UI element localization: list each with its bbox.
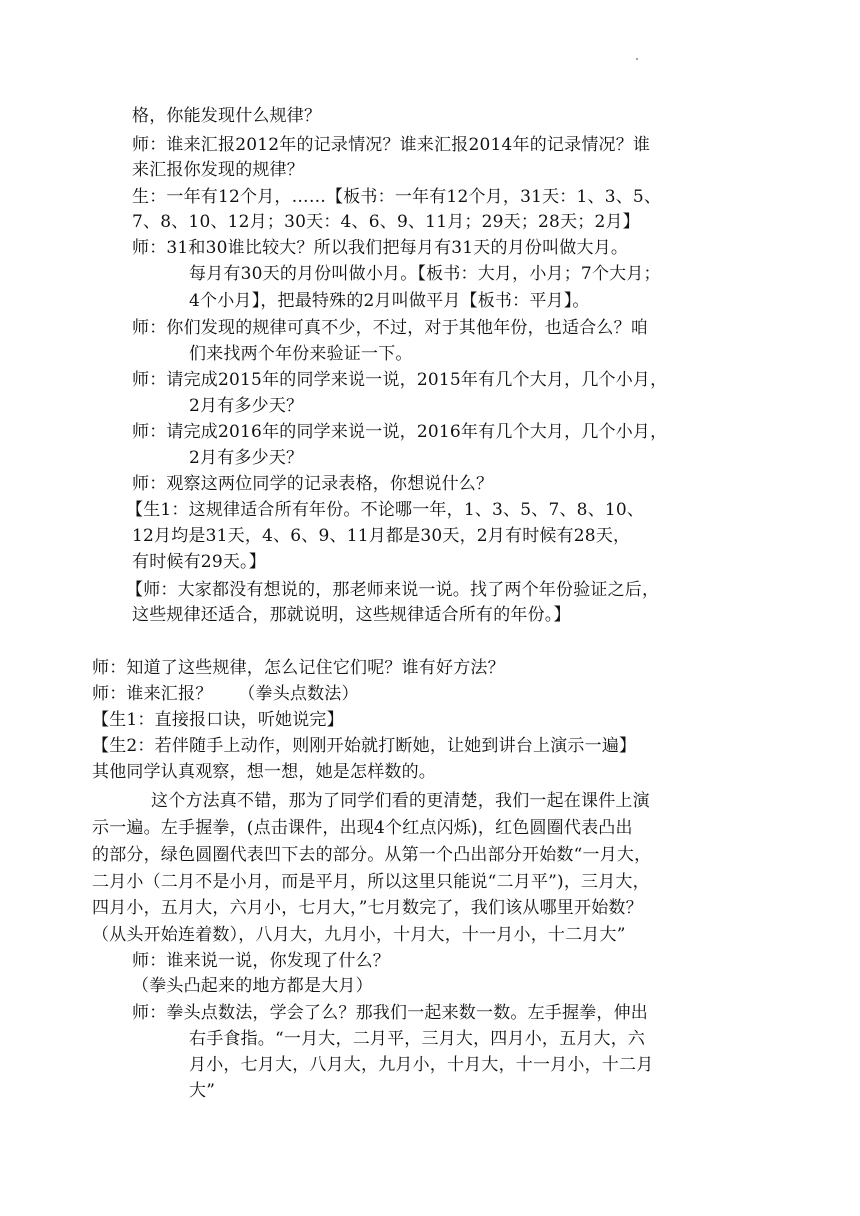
text-line: 7、8、10、12月；30天：4、6、9、11月；29天；28天；2月】 xyxy=(132,212,640,232)
text-line: 的部分，绿色圆圈代表凹下去的部分。从第一个凸出部分开始数“一月大， xyxy=(92,845,652,865)
text-line: 示一遍。左手握拳，(点击课件，出现4个红点闪烁)，红色圆圈代表凸出 xyxy=(92,818,633,838)
text-line: 四月小，五月大，六月小，七月大，”七月数完了，我们该从哪里开始数？ xyxy=(92,898,643,918)
text-line: 师：观察这两位同学的记录表格，你想说什么？ xyxy=(132,474,494,494)
text-line: 4个小月】，把最特殊的2月叫做平月【板书：平月】。 xyxy=(189,291,590,311)
text-line: 师：谁来汇报2012年的记录情况？谁来汇报2014年的记录情况？谁 xyxy=(132,135,651,155)
text-line: 【生2：若伴随手上动作，则刚开始就打断她，让她到讲台上演示一遍】 xyxy=(92,736,637,756)
text-line: 【生1：这规律适合所有年份。不论哪一年，1、3、5、7、8、10、 xyxy=(126,500,645,520)
text-line: 们来找两个年份来验证一下。 xyxy=(189,344,413,364)
text-line: 右手食指。“一月大，二月平，三月大，四月小，五月大，六 xyxy=(189,1029,646,1049)
text-line: 这些规律还适合，那就说明，这些规律适合所有的年份。】 xyxy=(132,605,571,625)
text-line: 师：你们发现的规律可真不少，不过，对于其他年份，也适合么？咱 xyxy=(132,318,648,338)
text-line: 师：拳头点数法，学会了么？那我们一起来数一数。左手握拳，伸出 xyxy=(132,1003,648,1023)
text-line: 二月小（二月不是小月，而是平月，所以这里只能说“二月平”)，三月大， xyxy=(92,872,650,892)
text-line: 师：知道了这些规律，怎么记住它们呢？谁有好方法？ xyxy=(92,658,505,678)
text-line: 大” xyxy=(189,1081,216,1101)
text-line: 师：请完成2015年的同学来说一说，2015年有几个大月，几个小月， xyxy=(132,370,668,390)
text-line: 12月均是31天，4、6、9、11月都是30天，2月有时候有28天， xyxy=(132,526,631,546)
text-line: 【师：大家都没有想说的，那老师来说一说。找了两个年份验证之后， xyxy=(126,580,660,600)
text-line: 师：谁来汇报？ （拳头点数法） xyxy=(92,684,359,704)
text-line: （从头开始连着数），八月大，九月小，十月大，十一月小，十二月大” xyxy=(92,925,626,945)
text-line: 格，你能发现什么规律？ xyxy=(132,106,322,126)
text-line: 师：请完成2016年的同学来说一说，2016年有几个大月，几个小月， xyxy=(132,422,668,442)
text-line: 来汇报你发现的规律？ xyxy=(132,160,304,180)
text-line: 其他同学认真观察，想一想，她是怎样数的。 xyxy=(92,762,436,782)
text-line: 师：31和30谁比较大？所以我们把每月有31天的月份叫做大月。 xyxy=(132,238,629,258)
page-dot xyxy=(636,58,638,60)
text-line: 每月有30天的月份叫做小月。【板书：大月，小月；7个大月； xyxy=(189,264,661,284)
text-line: 2月有多少天？ xyxy=(189,448,304,468)
text-line: 有时候有29天。】 xyxy=(132,552,266,572)
text-line: 月小，七月大，八月大，九月小，十月大，十一月小，十二月 xyxy=(189,1055,654,1075)
text-line: 师：谁来说一说，你发现了什么？ xyxy=(132,951,390,971)
text-line: 生：一年有12个月，……【板书：一年有12个月，31天：1、3、5、 xyxy=(132,187,662,207)
text-line: 这个方法真不错，那为了同学们看的更清楚，我们一起在课件上演 xyxy=(151,791,650,811)
text-line: 【生1：直接报口诀，听她说完】 xyxy=(92,710,344,730)
text-line: 2月有多少天？ xyxy=(189,396,304,416)
text-line: （拳头凸起来的地方都是大月） xyxy=(132,976,373,996)
